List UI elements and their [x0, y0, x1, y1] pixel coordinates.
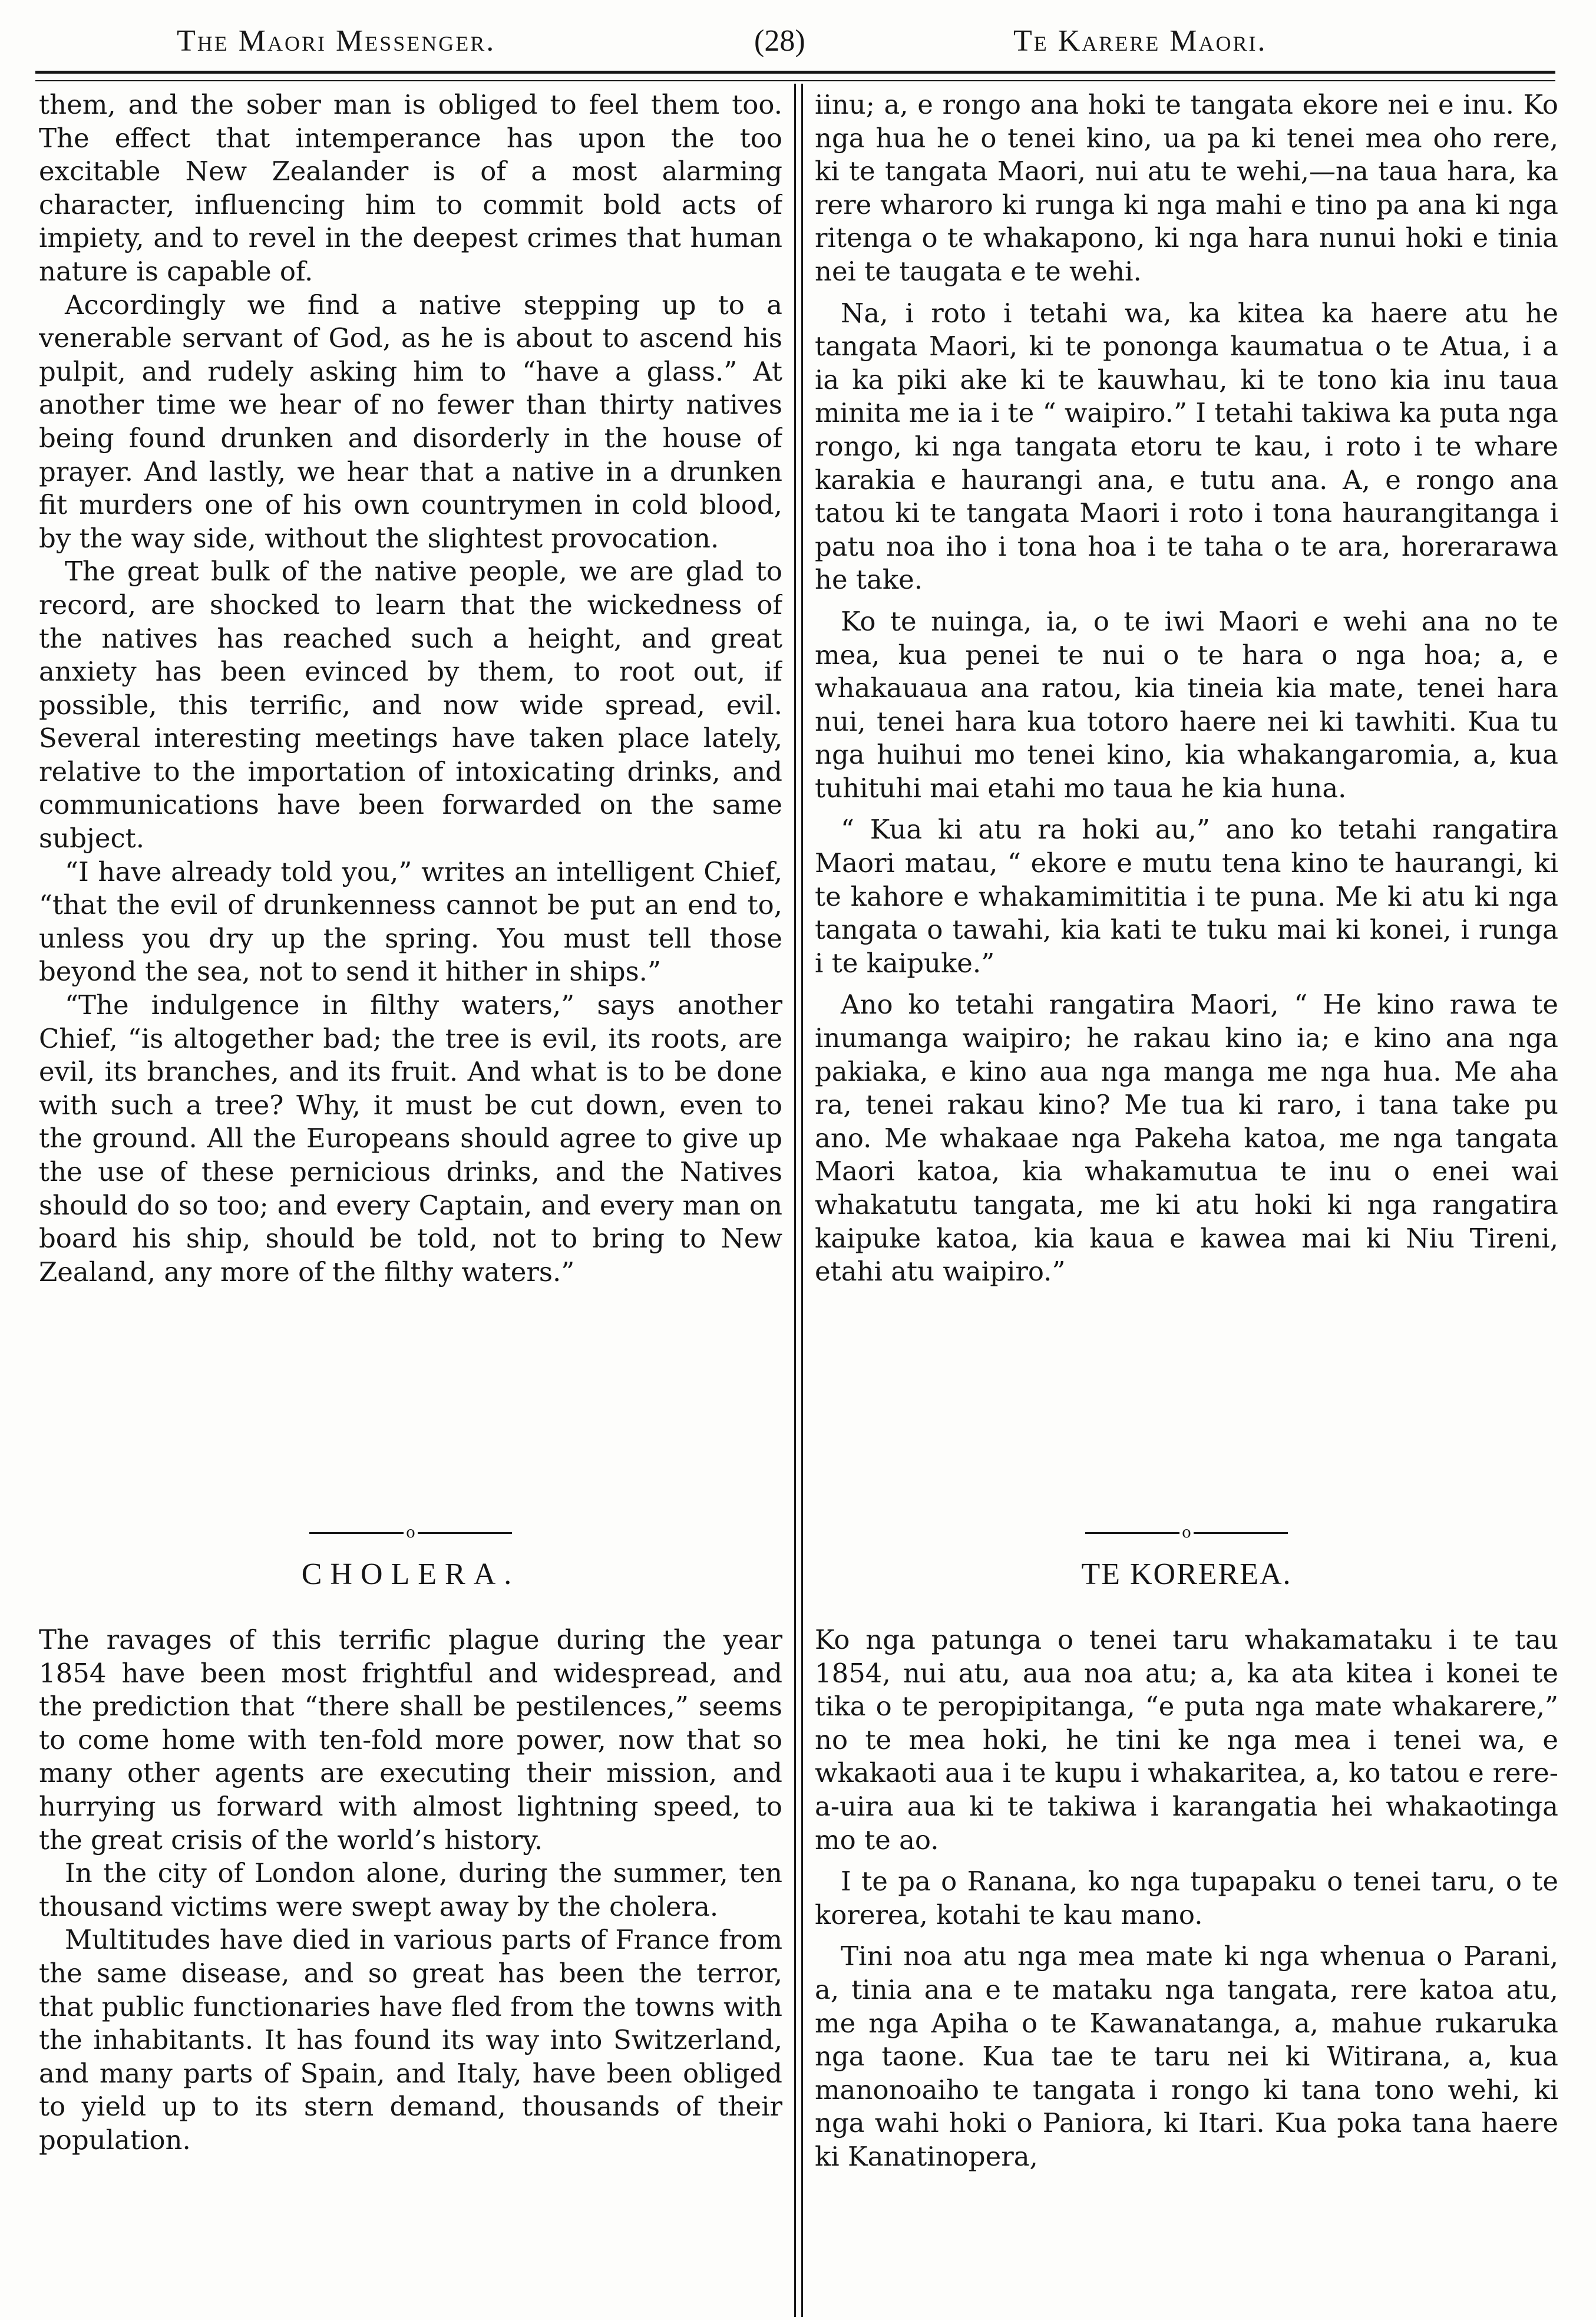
ornament-mark: o	[406, 1524, 415, 1542]
paragraph: “ Kua ki atu ra hoki au,” ano ko tetahi rangatira Maori matau, “ ekore e mutu tena kino te haurangi, ki te kahore e whakamimititia i te puna. Me ki atu ki nga tangata o tawahi, kia kati te tuku mai ki konei, i runga i te kaipuke.”	[815, 814, 1558, 979]
paragraph: Ano ko tetahi rangatira Maori, “ He kino rawa te inumanga waipiro; he rakau kino ia; e kino ana nga pakiaka, e kino aua nga manga me nga hua. Me aha ra, tenei rakau kino? Me tua ki raro, i tana take pu ano. Me whakaae nga Pakeha katoa, me nga tangata Maori katoa, kia whakamutua te inu o enei wai whakatutu tangata, me ki atu hoki ki nga rangatira kaipuke katoa, kia kaua e kawea mai ki Niu Tireni, etahi atu waipiro.”	[815, 989, 1558, 1288]
paragraph: Accordingly we find a native stepping up to a venerable servant of God, as he is about to ascend his pulpit, and rudely asking him to “have a glass.” At another time we hear of no fewer than thirty natives being found drunken and disorderly in the house of prayer. And lastly, we hear that a native in a drunken fit murders one of his own countrymen in cold blood, by the way side, without the slightest provocation.	[39, 289, 782, 554]
paragraph: them, and the sober man is obliged to feel them too. The effect that intemperance has upon the too excitable New Zealander is of a most alarming character, influencing him to commit bold acts of impiety, and to revel in the deepest crimes that human nature is capable of.	[39, 89, 782, 287]
korerea-article-column	[815, 1623, 1558, 2316]
maori-article-column	[815, 88, 1558, 1479]
paragraph: iinu; a, e rongo ana hoki te tangata ekore nei e inu. Ko nga hua he o tenei kino, ua pa ki tenei mea oho rere, ki te tangata Maori, nui atu te wehi,—na taua hara, ka rere wharoro ki runga ki nga mahi e tino pa ana ki nga ritenga o te whakapono, ki nga hara nunui hoki e tinia nei te taugata e te wehi.	[815, 89, 1558, 287]
paragraph: Multitudes have died in various parts of France from the same disease, and so great has been the terror, that public functionaries have fled from the towns with the inhabitants. It has found its way into Switzerland, and many parts of Spain, and Italy, have been obliged to yield up to its stern demand, thousands of their population.	[39, 1924, 782, 2156]
section-ornament	[39, 1524, 782, 1542]
header-maori-title: Te Karere Maori.	[1013, 24, 1267, 58]
ornament-mark: o	[1182, 1524, 1191, 1542]
section-ornament	[815, 1524, 1558, 1542]
korerea-heading: TE KOREREA.	[1081, 1557, 1292, 1591]
cholera-article-column	[39, 1623, 782, 2316]
page-number: (28)	[754, 24, 805, 58]
paragraph: I te pa o Ranana, ko nga tupapaku o tenei taru, o te korerea, kotahi te kau mano.	[815, 1866, 1558, 1930]
paragraph: The ravages of this terrific plague during the year 1854 have been most frightful and widespread, and the prediction that “there shall be pestilences,” seems to come home with ten-fold more power, now that so many other agents are executing their mission, and hurrying us forward with almost lightning speed, to the great crisis of the world’s history.	[39, 1624, 782, 1856]
column-divider	[794, 84, 796, 2317]
paragraph: Ko te nuinga, ia, o te iwi Maori e wehi ana no te mea, kua penei te nui o te hara o nga hoa; a, e whakauaua ana ratou, kia tineia kia mate, tenei hara nui, tenei hara kua totoro haere nei ki tawhiti. Kua tu nga huihui mo tenei kino, kia whakangaromia, a, kua tuhituhi mai etahi mo taua he kia huna.	[815, 605, 1558, 804]
running-header	[0, 0, 1596, 71]
cholera-heading: CHOLERA.	[301, 1557, 520, 1591]
header-rule-thin	[35, 80, 1555, 81]
paragraph: Ko nga patunga o tenei taru whakamataku i te tau 1854, nui atu, aua noa atu; a, ka ata kitea i konei te tika o te peropipitanga, “e puta nga mate whakarere,” no te mea hoki, he tini ke nga mea i tenei wa, e wkakaoti aua i te kupu i whakaritea, a, ko tatou e rere-a-uira aua ki te takiwa i karangatia hei whakaotinga mo te ao.	[815, 1624, 1558, 1856]
paragraph: In the city of London alone, during the summer, ten thousand victims were swept away by the cholera.	[39, 1857, 782, 1922]
paragraph: Tini noa atu nga mea mate ki nga whenua o Parani, a, tinia ana e te mataku nga tangata, rere katoa atu, me nga Apiha o te Kawanatanga, a, mahue rukaruka nga taone. Kua tae te taru nei ki Witirana, a, kua manonoaiho te tangata i rongo ki tana tono wehi, ki nga wahi hoki o Paniora, ki Itari. Kua poka tana haere ki Kanatinopera,	[815, 1941, 1558, 2172]
paragraph: “I have already told you,” writes an intelligent Chief, “that the evil of drunkenness cannot be put an end to, unless you dry up the spring. You must tell those beyond the sea, not to send it hither in ships.”	[39, 856, 782, 988]
column-divider-inner	[801, 84, 803, 2317]
paragraph: “The indulgence in filthy waters,” says another Chief, “is altogether bad; the tree is evil, its roots, are evil, its branches, and its fruit. And what is to be done with such a tree? Why, it must be cut down, even to the ground. All the Europeans should agree to give up the use of these pernicious drinks, and the Natives should do so too; and every Captain, and every man on board his ship, should be told, not to bring to New Zealand, any more of the filthy waters.”	[39, 989, 782, 1288]
header-rule-thick	[35, 71, 1555, 74]
english-article-column	[39, 88, 782, 1479]
paragraph: Na, i roto i tetahi wa, ka kitea ka haere atu he tangata Maori, ki te pononga kaumatua o te Atua, i a ia ka piki ake ki te kauwhau, ki te tono kia inu taua minita me ia i te “ waipiro.” I tetahi takiwa ka puta nga rongo, ki nga tangata etoru te kau, i roto i te whare karakia e haurangi ana, e tutu ana. A, e rongo ana tatou ki te tangata Maori i roto i tona haurangitanga i patu noa iho i tona hoa i te taha o te ara, horerarawa he take.	[815, 297, 1558, 596]
paragraph: The great bulk of the native people, we are glad to record, are shocked to learn that the wickedness of the natives has reached such a height, and great anxiety has been evinced by them, to root out, if possible, this terrific, and now wide spread, evil. Several interesting meetings have taken place lately, relative to the importation of intoxicating drinks, and communications have been forwarded on the same subject.	[39, 556, 782, 854]
header-english-title: The Maori Messenger.	[177, 24, 496, 58]
